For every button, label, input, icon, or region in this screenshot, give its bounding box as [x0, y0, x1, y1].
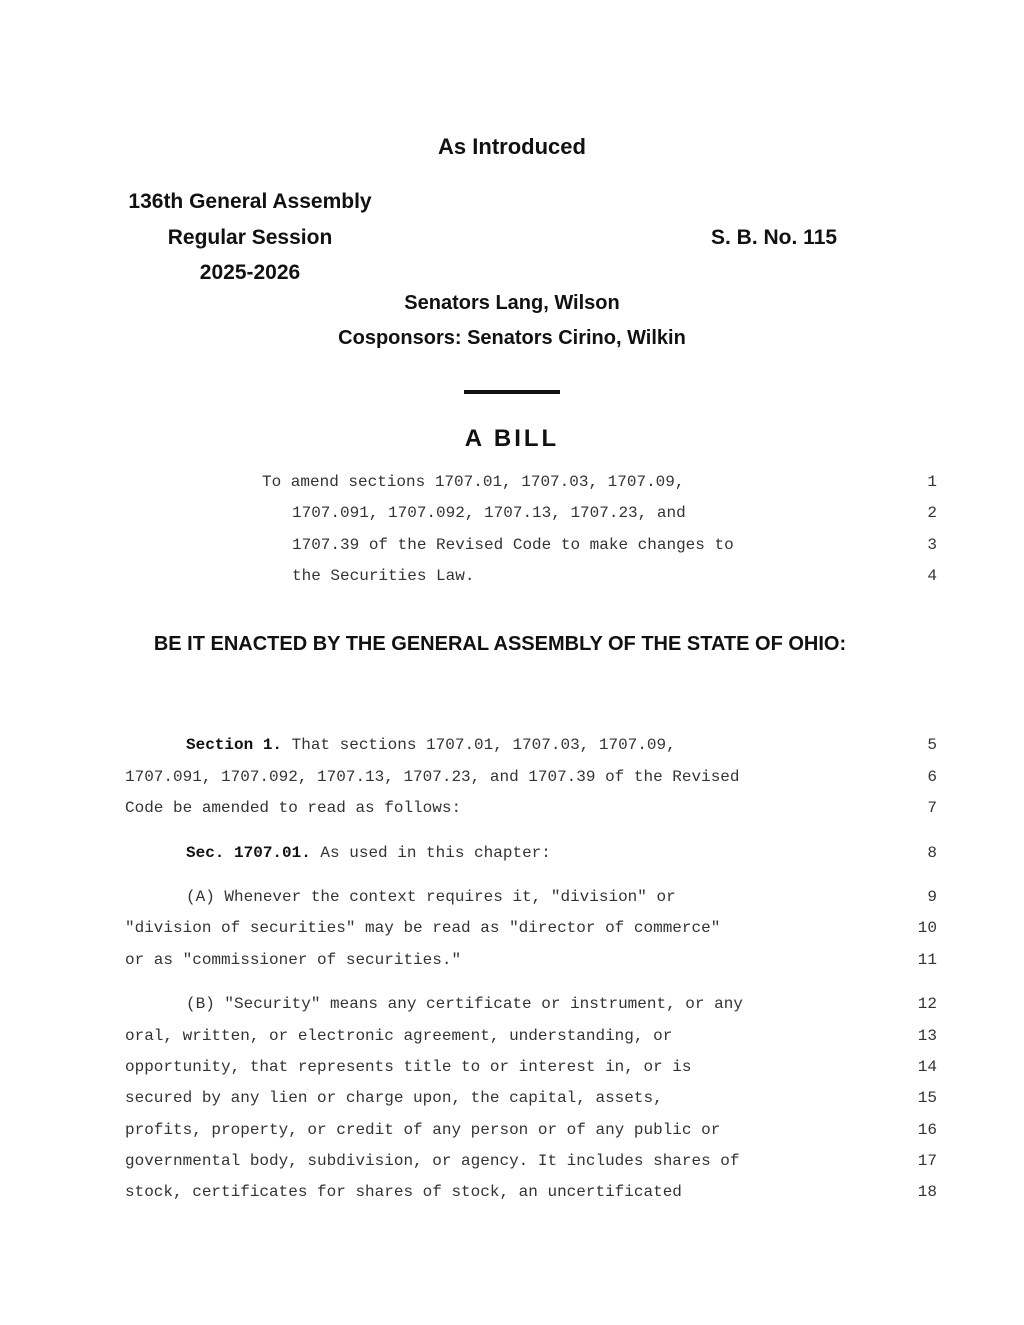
line-number: 14 — [917, 1058, 937, 1076]
general-assembly: 136th General Assembly — [128, 190, 372, 213]
bill-status: As Introduced — [438, 134, 586, 159]
paragraph-line: "division of securities" may be read as "director of commerce" — [125, 919, 721, 937]
session: Regular Session — [167, 226, 333, 249]
enacting-clause: BE IT ENACTED BY THE GENERAL ASSEMBLY OF THE STATE OF OHIO: — [153, 633, 847, 655]
session-years: 2025-2026 — [199, 261, 301, 284]
line-number: 18 — [917, 1183, 937, 1201]
divider-rule — [464, 390, 560, 394]
bill-heading: A BILL — [464, 425, 560, 452]
title-line: To amend sections 1707.01, 1707.03, 1707.09, — [262, 473, 685, 491]
line-number: 4 — [927, 567, 937, 585]
paragraph-line: opportunity, that represents title to or interest in, or is — [125, 1058, 692, 1076]
paragraph-line: profits, property, or credit of any person or of any public or — [125, 1121, 721, 1139]
line-number: 17 — [917, 1152, 937, 1170]
line-number: 5 — [927, 736, 937, 754]
title-line: the Securities Law. — [292, 567, 475, 585]
section-1-text: That sections 1707.01, 1707.03, 1707.09, — [282, 736, 676, 754]
sec-1707-01-label: Sec. 1707.01. — [186, 844, 311, 862]
line-number: 13 — [917, 1027, 937, 1045]
sponsors: Senators Lang, Wilson — [404, 292, 620, 314]
line-number: 10 — [917, 919, 937, 937]
paragraph-line: stock, certificates for shares of stock, an uncertificated — [125, 1183, 682, 1201]
line-number: 15 — [917, 1089, 937, 1107]
paragraph-line: oral, written, or electronic agreement, understanding, or — [125, 1027, 673, 1045]
paragraph-line: (A) Whenever the context requires it, "division" or — [186, 888, 676, 906]
bill-number: S. B. No. 115 — [711, 226, 838, 249]
sec-1707-01-text: As used in this chapter: — [310, 844, 551, 862]
cosponsors: Cosponsors: Senators Cirino, Wilkin — [338, 327, 686, 349]
section-1-line: Code be amended to read as follows: — [125, 799, 462, 817]
line-number: 7 — [927, 799, 937, 817]
section-1-first-line — [186, 736, 676, 754]
section-1-line: 1707.091, 1707.092, 1707.13, 1707.23, and 1707.39 of the Revised — [125, 768, 740, 786]
paragraph-line: (B) "Security" means any certificate or instrument, or any — [186, 995, 743, 1013]
line-number: 11 — [917, 951, 937, 969]
line-number: 8 — [927, 844, 937, 862]
paragraph-line: governmental body, subdivision, or agency. It includes shares of — [125, 1152, 740, 1170]
title-line: 1707.091, 1707.092, 1707.13, 1707.23, and — [292, 504, 686, 522]
line-number: 6 — [927, 768, 937, 786]
paragraph-line: secured by any lien or charge upon, the capital, assets, — [125, 1089, 663, 1107]
line-number: 2 — [927, 504, 937, 522]
line-number: 3 — [927, 536, 937, 554]
line-number: 16 — [917, 1121, 937, 1139]
paragraph-line: or as "commissioner of securities." — [125, 951, 462, 969]
line-number: 12 — [917, 995, 937, 1013]
sec-1707-01-heading — [186, 844, 551, 862]
line-number: 1 — [927, 473, 937, 491]
line-number: 9 — [927, 888, 937, 906]
title-line: 1707.39 of the Revised Code to make changes to — [292, 536, 734, 554]
section-1-label: Section 1. — [186, 736, 283, 754]
